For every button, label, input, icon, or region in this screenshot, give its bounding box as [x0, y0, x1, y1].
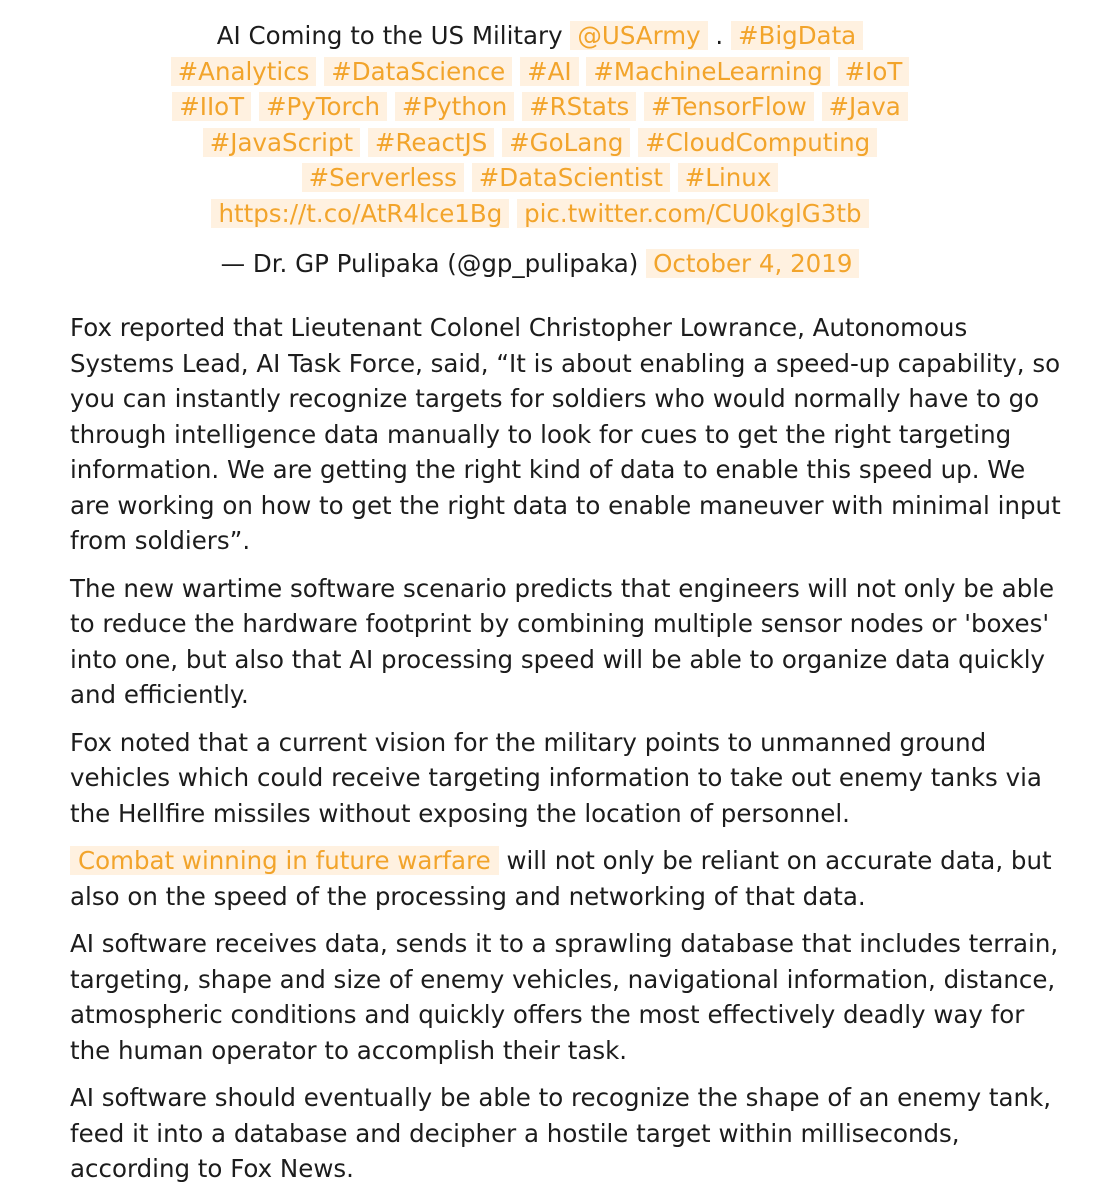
combat-winning-link[interactable]: Combat winning in future warfare [70, 846, 499, 875]
hashtag-link[interactable]: #IIoT [172, 92, 251, 121]
hashtag-link[interactable]: #Python [395, 92, 514, 121]
hashtag-link[interactable]: #CloudComputing [638, 128, 877, 157]
article-paragraph-3: Fox noted that a current vision for the military points to unmanned ground vehicles which could receive targeting information to take out enemy tanks via the Hellfire missiles without exposing the location of personnel. [70, 727, 1042, 828]
article-paragraph-1: Fox reported that Lieutenant Colonel Christopher Lowrance, Autonomous Systems Lead, AI Task Force, said, “It is about enabling a speed-up capability, so you can instantly recognize targets for soldiers who would normally have to go through intelligence data manually to look for cues to get the right targeting information. We are getting the right kind of data to enable this speed up. We are working on how to get the right data to enable maneuver with minimal input from soldiers”. [70, 313, 1061, 555]
hashtag-link[interactable]: #JavaScript [203, 128, 360, 157]
hashtag-link[interactable]: #Serverless [302, 163, 464, 192]
mention-link-usarmy[interactable]: @USArmy [570, 21, 707, 50]
hashtag-link[interactable]: #TensorFlow [644, 92, 814, 121]
hashtag-link[interactable]: #DataScientist [472, 163, 670, 192]
tweet-author: — Dr. GP Pulipaka (@gp_pulipaka) [220, 248, 639, 278]
hashtag-link[interactable]: #AI [520, 57, 579, 86]
tweet-intro: AI Coming to the US Military [216, 21, 563, 50]
hashtag-link[interactable]: #Analytics [171, 57, 317, 86]
tweet-url-link[interactable]: https://t.co/AtR4lce1Bg [211, 199, 509, 228]
hashtag-link[interactable]: #PyTorch [259, 92, 387, 121]
hashtag-link[interactable]: #Linux [678, 163, 779, 192]
hashtag-link[interactable]: #BigData [731, 21, 863, 50]
hashtag-link[interactable]: #RStats [522, 92, 636, 121]
hashtag-link[interactable]: #Java [822, 92, 908, 121]
article-paragraph-4 [70, 843, 1070, 914]
hashtag-link[interactable]: #MachineLearning [586, 57, 829, 86]
hashtag-link[interactable]: #IoT [838, 57, 910, 86]
tweet-text [150, 18, 930, 232]
hashtag-link[interactable]: #DataScience [324, 57, 512, 86]
tweet-pic-link[interactable]: pic.twitter.com/CU0kglG3tb [517, 199, 868, 228]
tweet-period: . [715, 21, 724, 50]
article-body [70, 310, 1070, 1199]
tweet-date-link[interactable]: October 4, 2019 [646, 249, 859, 278]
hashtag-link[interactable]: #ReactJS [368, 128, 494, 157]
hashtag-link[interactable]: #GoLang [502, 128, 630, 157]
article-paragraph-2: The new wartime software scenario predicts that engineers will not only be able to reduce the hardware footprint by combining multiple sensor nodes or 'boxes' into one, but also that AI processing speed will be able to organize data quickly and efficiently. [70, 573, 1055, 709]
article-paragraph-6: AI software should eventually be able to recognize the shape of an enemy tank, feed it into a database and decipher a hostile target within milliseconds, according to Fox News. [70, 1083, 1052, 1183]
embedded-tweet [150, 18, 930, 282]
tweet-attribution [150, 246, 930, 282]
article-paragraph-4-text: will not only be reliant on accurate data, but also on the speed of the processing and networking of that data. [70, 846, 1052, 911]
article-paragraph-5: AI software receives data, sends it to a sprawling database that includes terrain, targeting, shape and size of enemy vehicles, navigational information, distance, atmospheric conditions and quickly offers the most effectively deadly way for the human operator to accomplish their task. [70, 929, 1059, 1065]
